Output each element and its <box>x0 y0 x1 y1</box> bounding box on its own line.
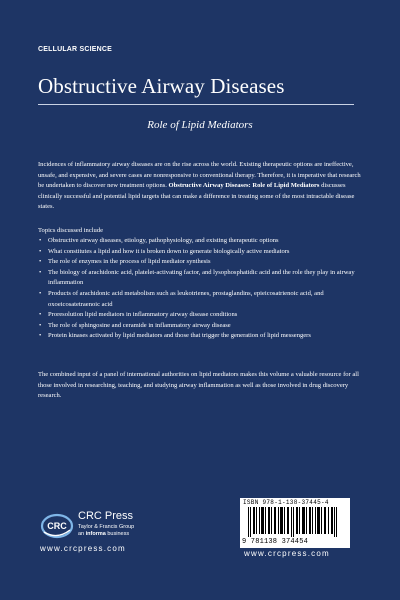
publisher-group: Taylor & Francis Group <box>78 524 135 530</box>
book-subtitle: Role of Lipid Mediators <box>147 119 253 131</box>
informa-suffix: business <box>105 531 130 537</box>
barcode-digits: 9 781138 374454 <box>242 538 309 546</box>
crc-logo-text: CRC <box>47 521 67 531</box>
intro-text-2: discusses clinically successful and potential lipid targets that can make a difference in treating some of the most intractable disease states. <box>38 182 355 211</box>
topic-item: • Products of arachidonic acid metabolism such as leukotrienes, prostaglandins, epieicosatrienoic acid, and oxoeicosatetraenoic acid <box>38 289 364 310</box>
topic-item: • The biology of arachidonic acid, platelet-activating factor, and lysophosphatidic acid and the role they play in airway inflammation <box>38 268 364 289</box>
topic-item: • The role of sphingosine and ceramide in inflammatory airway disease <box>38 321 364 332</box>
publisher-name: CRC Press <box>78 510 134 522</box>
series-label: CELLULAR SCIENCE <box>38 46 112 53</box>
publisher-url: www.crcpress.com <box>40 544 126 553</box>
book-title: Obstructive Airway Diseases <box>38 74 285 98</box>
topic-item: • What constitutes a lipid and how it is broken down to generate biologically active mediators <box>38 247 364 258</box>
barcode-icon <box>248 507 342 537</box>
isbn-barcode <box>240 498 350 548</box>
intro-bold-title: Obstructive Airway Diseases: Role of Lipid Mediators <box>168 182 320 190</box>
publisher-informa <box>78 531 129 537</box>
topic-item: • Protein kinases activated by lipid mediators and those that trigger the generation of lipid messengers <box>38 331 364 342</box>
informa-prefix: an <box>78 531 86 537</box>
intro-text-1: Incidences of inflammatory airway diseases are on the rise across the world. Existing therapeutic options are ineffective, unsafe, and expensive, and severe cases are nonresponsive to conventional therapy. Therefore, it is imperative that research be undertaken to discover new treatment options. <box>38 161 361 190</box>
topics-heading: Topics discussed include <box>38 227 103 234</box>
isbn-number: ISBN 978-1-138-37445-4 <box>243 499 329 506</box>
title-divider <box>38 104 354 105</box>
informa-bold: informa <box>85 531 106 537</box>
topic-item: • The role of enzymes in the process of lipid mediator synthesis <box>38 257 364 268</box>
barcode-url: www.crcpress.com <box>244 549 330 558</box>
topics-list <box>38 236 364 342</box>
topic-item: • Obstructive airway diseases, etiology, pathophysiology, and existing therapeutic options <box>38 236 364 247</box>
intro-paragraph <box>38 160 364 213</box>
closing-paragraph: The combined input of a panel of international authorities on lipid mediators makes this volume a valuable resource for all those involved in researching, teaching, and studying airway inflammation as well as those involved in drug discovery research. <box>38 371 359 400</box>
topic-item: • Proresolution lipid mediators in inflammatory airway disease conditions <box>38 310 364 321</box>
crc-logo-icon <box>40 512 74 540</box>
